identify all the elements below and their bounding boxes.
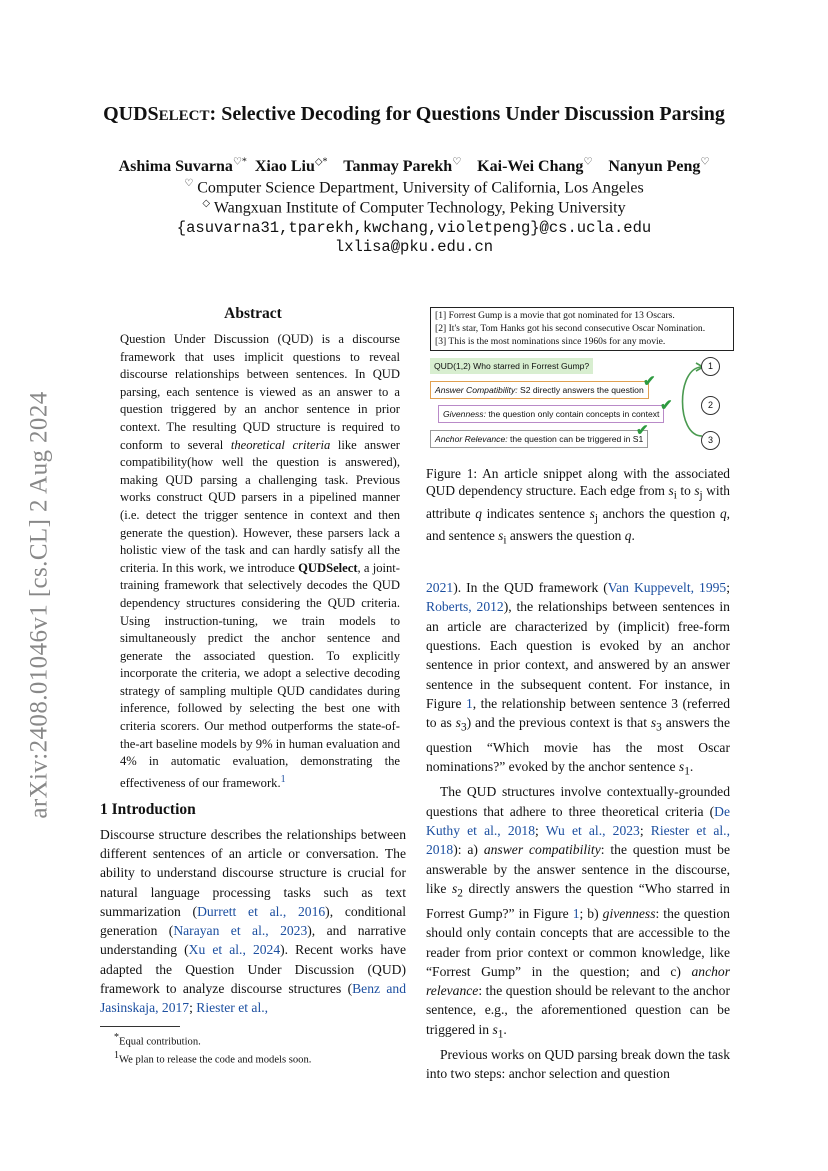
- check-icon: ✔: [643, 374, 656, 390]
- citation-link[interactable]: 2021: [426, 580, 454, 596]
- arxiv-id: arXiv:2408.01046v1 [cs.CL] 2 Aug 2024: [26, 391, 54, 819]
- check-icon: ✔: [660, 398, 673, 414]
- arxiv-sidebar: [22, 360, 58, 850]
- qud-label: QUD(1,2) Who starred in Forrest Gump?: [430, 358, 593, 374]
- intro-paragraph: Discourse structure describes the relationships between different sentences of an article or conversation. The ability to understand discourse structure is crucial for natural language processing tasks such as text summarization (Durrett et al., 2016), conditional generation (Narayan et al., 2023), and narrative understanding (Xu et al., 2024). Recent works have adapted the Question Under Discussion (QUD) framework to analyze discourse structures (Benz and Jasinskaja, 2017; Riester et al.,: [100, 826, 407, 1016]
- citation-link[interactable]: Durrett et al., 2016: [197, 903, 326, 919]
- author: Xiao Liu◇*: [254, 157, 328, 176]
- footnote: $^1$We plan to release the code and models soon.: [114, 1050, 312, 1066]
- figure-caption: Figure 1: An article snippet along with the associated QUD dependency structure. Each edge from $s_i$ to $s_j$ with attribute q indicates sentence $s_j$ anchors the question q, and sentence $s_i$ answers the question q.: [426, 466, 730, 548]
- body-paragraph: The QUD structures involve contextually-grounded questions that adhere to three theoretical criteria (De Kuthy et al., 2018; Wu et al., 2023; Riester et al., 2018): a) answer compatibility: the question must be answerable by the answer sentence in the discourse, like $s_2$ directly answers the question “Who starred in Forrest Gump?” in Figure 1; b) givenness: the question should only contain concepts that are accessible to the reader from prior context or common knowledge, like “Forrest Gump” in the question; and c) anchor relevance: the question should be relevant to the anchor sentence, e.g., the aforementioned question can be triggered in $s_1$.: [426, 784, 731, 1041]
- footnote-divider: [100, 1026, 180, 1027]
- citation-link[interactable]: Wu et al., 2023: [545, 823, 640, 839]
- citation-link[interactable]: De Kuthy et al., 2018: [426, 803, 730, 839]
- citation-link[interactable]: Narayan et al., 2023: [173, 923, 308, 939]
- citation-link[interactable]: Riester et al.,: [196, 1000, 269, 1016]
- footnote: *Equal contribution.: [114, 1031, 201, 1048]
- body-paragraph: 2021). In the QUD framework (Van Kuppevelt, 1995; Roberts, 2012), the relationships between sentences in an article are characterized by (implicit) free-form questions. Each question is evoked by an anchor sentence in prior context, and answered by an answer sentence in the subsequent content. For instance, in Figure 1, the relationship between sentence 3 (referred to as $s_3$) and the previous context is that $s_3$ answers the question “Which movie has the most Oscar nominations?” evoked by the anchor sentence $s_1$.: [426, 580, 730, 779]
- section-heading: 1 Introduction: [100, 800, 196, 818]
- abstract-heading: Abstract: [224, 305, 282, 322]
- check-icon: ✔: [636, 423, 649, 439]
- body-paragraph: Previous works on QUD parsing break down the task into two steps: anchor selection and question: [426, 1046, 730, 1082]
- answer-compatibility-box: Answer Compatibility: S2 directly answers the question: [430, 381, 649, 399]
- left-column: [100, 300, 406, 1068]
- affiliation: ◇ Wangxuan Institute of Computer Technology, Peking University: [202, 198, 626, 217]
- article-snippet: [1] Forrest Gump is a movie that got nominated for 13 Oscars. [2] It's star, Tom Hanks got his second consecutive Oscar Nomination. [3] This is the most nominations since 1960s for any movie.: [430, 307, 734, 351]
- author: Tanmay Parekh♡: [343, 157, 462, 176]
- sentence-node: 3: [701, 431, 720, 450]
- citation-link[interactable]: Benz and Jasinskaja, 2017: [100, 981, 407, 1016]
- sentence-node: 1: [701, 357, 720, 376]
- figure-link[interactable]: 1: [572, 905, 580, 921]
- author: Ashima Suvarna♡*: [118, 157, 247, 176]
- author-list: [0, 157, 828, 176]
- sentence-node: 2: [701, 396, 720, 415]
- affiliation: ♡ Computer Science Department, University of California, Los Angeles: [184, 178, 644, 197]
- citation-link[interactable]: Roberts, 2012: [426, 599, 504, 615]
- email: {asuvarna31,tparekh,kwchang,violetpeng}@cs.ucla.edu: [176, 219, 652, 237]
- abstract-text: Question Under Discussion (QUD) is a discourse framework that uses implicit questions to reveal discourse relationships between sentences. In QUD parsing, each sentence is viewed as an answer to a question triggered by an anchor sentence in prior context. The resulting QUD structure is required to conform to several theoretical criteria like answer compatibility(how well the question is answered), making QUD parsing a challenging task. Previous works construct QUD parsers in a pipelined manner (i.e. detect the trigger sentence in context and then generate the question). However, these parsers lack a holistic view of the task and can hardly satisfy all the criteria. In this work, we introduce QUDSelect, a joint-training framework that selectively decodes the QUD dependency structures considering the QUD criteria. Using instruction-tuning, we train models to simultaneously predict the anchor sentence and generate the associated question. To explicitly incorporate the criteria, we adopt a selective decoding strategy of sampling multiple QUD candidates during inference, followed by selecting the best one with criteria scorers. Our method outperforms the state-of-the-art baseline models by 9% in human evaluation and 4% in automatic evaluation, demonstrating the effectiveness of our framework.$^1$: [120, 332, 400, 791]
- citation-link[interactable]: Van Kuppevelt, 1995: [607, 580, 727, 596]
- dependency-arrows: [666, 355, 730, 455]
- citation-link[interactable]: Riester et al., 2018: [426, 823, 730, 858]
- givenness-box: Givenness: the question only contain concepts in context: [438, 405, 664, 423]
- author: Kai-Wei Chang♡: [477, 157, 593, 176]
- email: lxlisa@pku.edu.cn: [334, 238, 494, 256]
- figure-link[interactable]: 1: [465, 695, 473, 711]
- paper-title: QUDSELECT: Selective Decoding for Questions Under Discussion Parsing: [103, 103, 725, 125]
- figure-1: [426, 300, 730, 455]
- author: Nanyun Peng♡: [608, 157, 710, 176]
- citation-link[interactable]: Xu et al., 2024: [188, 942, 281, 958]
- anchor-relevance-box: Anchor Relevance: the question can be triggered in S1: [430, 430, 648, 448]
- right-column: [426, 300, 730, 1083]
